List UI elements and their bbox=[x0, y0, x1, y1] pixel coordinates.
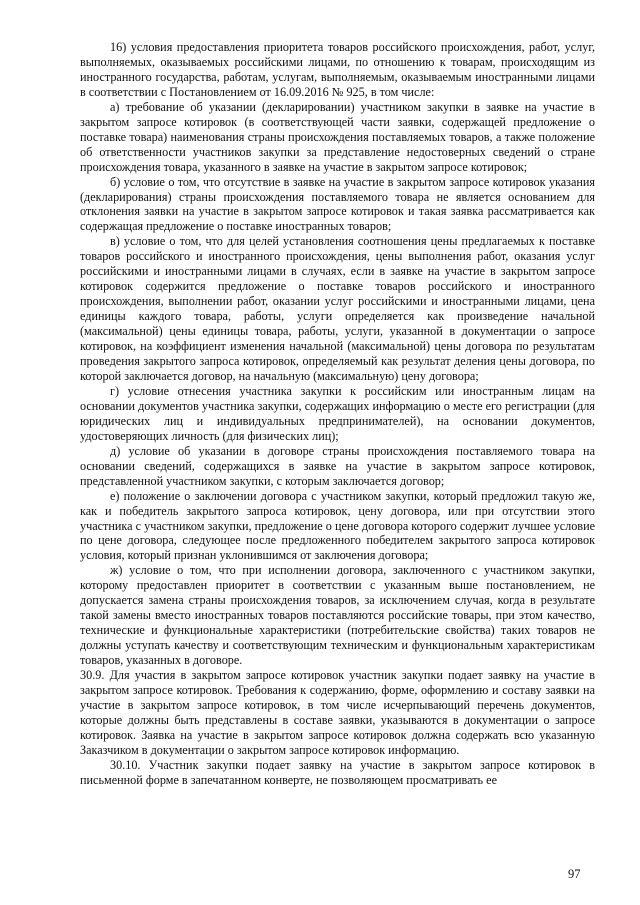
paragraph-a-country-declaration: а) требование об указании (декларировании) участником закупки в заявке на участие в закрытом запросе котировок (в соответствующей части заявки, содержащей предложение о поставке товара) наименования страны происхождения поставляемых товаров, а также положение об ответственности участников закупки за представление недостоверных сведений о стране происхождения товара, указанного в заявке на участие в закрытом запросе котировок; bbox=[80, 99, 595, 174]
paragraph-g-participant-classification: г) условие отнесения участника закупки к российским или иностранным лицам на основании документов участника закупки, содержащих информацию о месте его регистрации (для юридических лиц и индивидуальных предпринимателей), на основании документов, удостоверяющих личность (для физических лиц); bbox=[80, 383, 595, 443]
paragraph-d-country-in-contract: д) условие об указании в договоре страны происхождения поставляемого товара на основании сведений, содержащихся в заявке на участие в закрытом запросе котировок, представленной участником закупки, с которым заключается договор; bbox=[80, 443, 595, 488]
paragraph-30-9-application: 30.9. Для участия в закрытом запросе котировок участник закупки подает заявку на участие в закрытом запросе котировок. Требования к содержанию, форме, оформлению и составу заявки на участие в закрытом запросе котировок, в том числе исчерпывающий перечень документов, которые должны быть представлены в составе заявки, указываются в документации о запросе котировок. Заявка на участие в закрытом запросе котировок должна содержать всю указанную Заказчиком в документации о закрытом запросе котировок информацию. bbox=[80, 668, 595, 757]
paragraph-30-10-sealed-envelope: 30.10. Участник закупки подает заявку на участие в закрытом запросе котировок в письменной форме в запечатанном конверте, не позволяющем просматривать ее bbox=[80, 757, 595, 787]
document-page bbox=[80, 40, 595, 788]
page-number: 97 bbox=[568, 867, 581, 881]
paragraph-e-contract-with-next: е) положение о заключении договора с участником закупки, который предложил такую же, как и победитель закрытого запроса котировок, цену договора, или при отсутствии этого участника с участником закупки, предложение о цене договора которого содержит лучшее условие по цене договора, следующее после предложенного победителем закрытого запроса котировок условия, который признан уклонившимся от заключения договора; bbox=[80, 488, 595, 563]
paragraph-zh-no-country-replacement: ж) условие о том, что при исполнении договора, заключенного с участником закупки, которому предоставлен приоритет в соответствии с указанным выше постановлением, не допускается замена страны происхождения товаров, за исключением случая, когда в результате такой замены вместо иностранных товаров поставляются российские товары, при этом качество, технические и функциональные характеристики (потребительские свойства) таких товаров не должны уступать качеству и соответствующим техническим и функциональным характеристикам товаров, указанных в договоре. bbox=[80, 563, 595, 668]
paragraph-16-priority-conditions: 16) условия предоставления приоритета товаров российского происхождения, работ, услуг, выполняемых, оказываемых российскими лицами, по отношению к товарам, происходящим из иностранного государства, работам, услугам, выполняемым, оказываемым иностранными лицами в соответствии с Постановлением от 16.09.2016 № 925, в том числе: bbox=[80, 40, 595, 99]
paragraph-b-missing-country: б) условие о том, что отсутствие в заявке на участие в закрытом запросе котировок указания (декларирования) страны происхождения поставляемого товара не является основанием для отклонения заявки на участие в закрытом запросе котировок и такая заявка рассматривается как содержащая предложение о поставке иностранных товаров; bbox=[80, 174, 595, 234]
paragraph-v-price-ratio: в) условие о том, что для целей установления соотношения цены предлагаемых к поставке товаров российского и иностранного происхождения, цены выполнения работ, оказания услуг российскими и иностранными лицами в случаях, если в заявке на участие в закрытом запросе котировок содержится предложение о поставке товаров российского и иностранного происхождения, выполнении работ, оказании услуг российскими и иностранными лицами, цена единицы каждого товара, работы, услуги определяется как произведение начальной (максимальной) цены единицы товара, работы, услуги, указанной в документации о запросе котировок, на коэффициент изменения начальной (максимальной) цены договора по результатам проведения закрытого запроса котировок, определяемый как результат деления цены договора, по которой заключается договор, на начальную (максимальную) цену договора; bbox=[80, 234, 595, 383]
